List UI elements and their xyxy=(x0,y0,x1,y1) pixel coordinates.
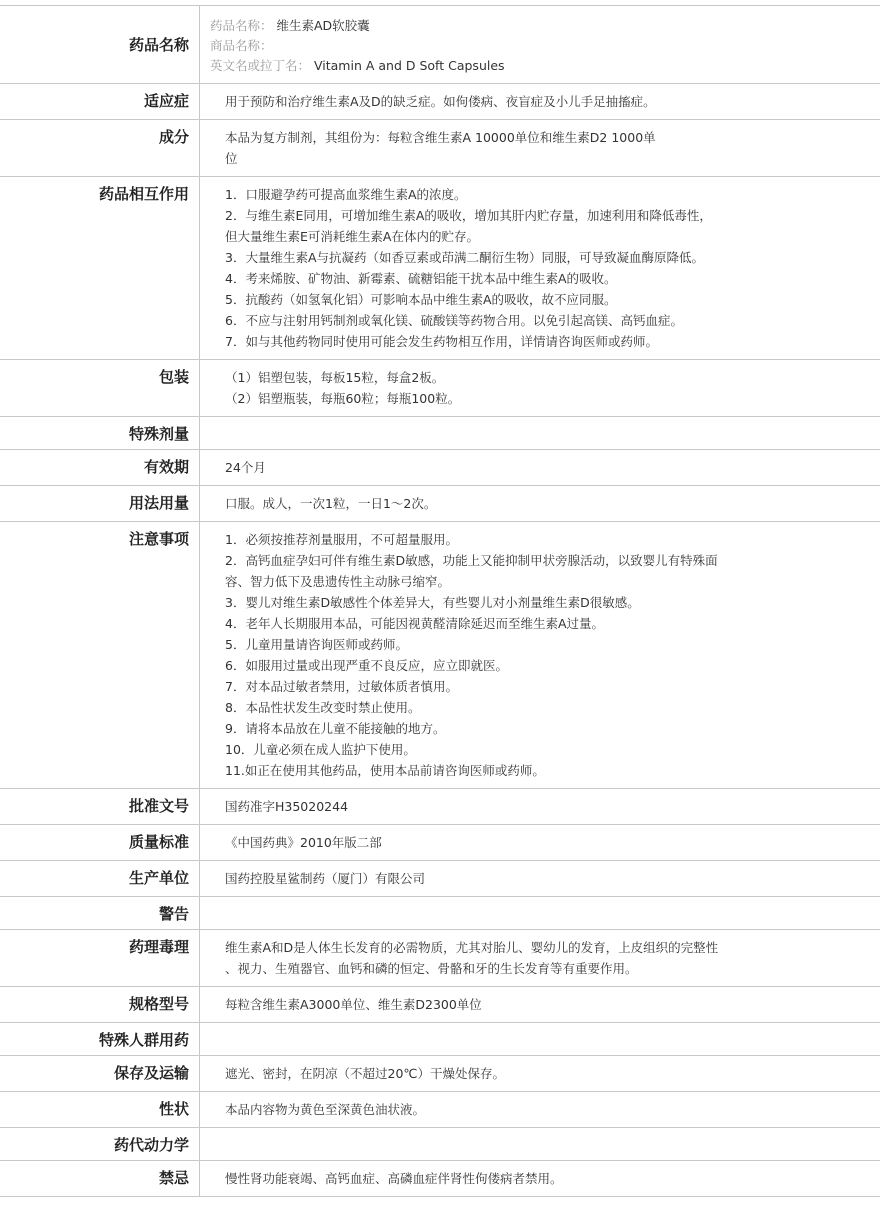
row-value xyxy=(200,1092,880,1127)
row-label: 保存及运输 xyxy=(0,1056,200,1091)
row-value xyxy=(200,360,880,416)
row-value xyxy=(200,1128,880,1160)
row-approval xyxy=(0,789,880,825)
text-line: 1．口服避孕药可提高血浆维生素A的浓度。 xyxy=(225,187,467,202)
row-value xyxy=(200,789,880,824)
row-value xyxy=(200,486,880,521)
generic-name-line xyxy=(210,16,870,36)
row-storage xyxy=(0,1056,880,1092)
text-line: 国药控股星鲨制药（厦门）有限公司 xyxy=(225,871,426,886)
text-line: 位 xyxy=(225,151,238,166)
row-label: 质量标准 xyxy=(0,825,200,860)
row-label: 药代动力学 xyxy=(0,1128,200,1160)
row-manufacturer xyxy=(0,861,880,897)
row-value xyxy=(200,1161,880,1196)
text-line: 本品内容物为黄色至深黄色油状液。 xyxy=(225,1102,426,1117)
row-contraindications xyxy=(0,1161,880,1197)
text-line: 遮光、密封，在阴凉（不超过20℃）干燥处保存。 xyxy=(225,1066,505,1081)
row-label: 药品名称 xyxy=(0,6,200,83)
row-label: 特殊人群用药 xyxy=(0,1023,200,1055)
text-line: 11.如正在使用其他药品，使用本品前请咨询医师或药师。 xyxy=(225,763,545,778)
row-label: 用法用量 xyxy=(0,486,200,521)
row-packaging xyxy=(0,360,880,417)
row-pharmacokinetics xyxy=(0,1128,880,1161)
row-label: 批准文号 xyxy=(0,789,200,824)
row-indications xyxy=(0,84,880,120)
row-warning xyxy=(0,897,880,930)
row-value xyxy=(200,1023,880,1055)
row-label: 特殊剂量 xyxy=(0,417,200,449)
text-line: 维生素A和D是人体生长发育的必需物质，尤其对胎儿、婴幼儿的发育，上皮组织的完整性 xyxy=(225,940,719,955)
generic-name-label: 药品名称： xyxy=(210,18,273,33)
text-line: 用于预防和治疗维生素A及D的缺乏症。如佝偻病、夜盲症及小儿手足抽搐症。 xyxy=(225,94,656,109)
row-usage xyxy=(0,486,880,522)
row-value xyxy=(200,450,880,485)
text-line: 国药准字H35020244 xyxy=(225,799,349,814)
text-line: 5．抗酸药（如氢氧化铝）可影响本品中维生素A的吸收，故不应同服。 xyxy=(225,292,617,307)
row-label: 性状 xyxy=(0,1092,200,1127)
row-ingredients xyxy=(0,120,880,177)
row-label: 警告 xyxy=(0,897,200,929)
row-value xyxy=(200,930,880,986)
trade-name-line xyxy=(210,36,870,56)
row-label: 成分 xyxy=(0,120,200,176)
text-line: 6．不应与注射用钙制剂或氧化镁、硫酸镁等药物合用。以免引起高镁、高钙血症。 xyxy=(225,313,683,328)
text-line: 8．本品性状发生改变时禁止使用。 xyxy=(225,700,421,715)
row-label: 药理毒理 xyxy=(0,930,200,986)
text-line: 慢性肾功能衰竭、高钙血症、高磷血症伴肾性佝偻病者禁用。 xyxy=(225,1171,563,1186)
row-value xyxy=(200,897,880,929)
row-label: 规格型号 xyxy=(0,987,200,1022)
row-appearance xyxy=(0,1092,880,1128)
text-line: 10．儿童必须在成人监护下使用。 xyxy=(225,742,416,757)
text-line: （2）铝塑瓶装，每瓶60粒；每瓶100粒。 xyxy=(225,391,461,406)
row-label: 适应症 xyxy=(0,84,200,119)
text-line: 4．考来烯胺、矿物油、新霉素、硫糖铝能干扰本品中维生素A的吸收。 xyxy=(225,271,617,286)
text-line: 24个月 xyxy=(225,460,266,475)
drug-info-table xyxy=(0,5,880,1197)
row-value xyxy=(200,6,880,83)
text-line: 1．必须按推荐剂量服用，不可超量服用。 xyxy=(225,532,458,547)
text-line: 但大量维生素E可消耗维生素A在体内的贮存。 xyxy=(225,229,479,244)
row-special-dosage xyxy=(0,417,880,450)
row-value xyxy=(200,825,880,860)
trade-name-label: 商品名称： xyxy=(210,38,273,53)
english-name-label: 英文名或拉丁名： xyxy=(210,58,311,73)
row-value xyxy=(200,861,880,896)
row-value xyxy=(200,1056,880,1091)
text-line: 、视力、生殖器官、血钙和磷的恒定、骨骼和牙的生长发育等有重要作用。 xyxy=(225,961,638,976)
generic-name: 维生素AD软胶囊 xyxy=(276,18,370,33)
row-value xyxy=(200,987,880,1022)
text-line: （1）铝塑包装，每板15粒，每盒2板。 xyxy=(225,370,445,385)
row-validity xyxy=(0,450,880,486)
text-line: 口服。成人，一次1粒，一日1～2次。 xyxy=(225,496,437,511)
text-line: 每粒含维生素A3000单位、维生素D2300单位 xyxy=(225,997,482,1012)
text-line: 3．大量维生素A与抗凝药（如香豆素或茚满二酮衍生物）同服，可导致凝血酶原降低。 xyxy=(225,250,705,265)
row-value xyxy=(200,120,880,176)
text-line: 《中国药典》2010年版二部 xyxy=(225,835,382,850)
row-label: 包装 xyxy=(0,360,200,416)
text-line: 2．高钙血症孕妇可伴有维生素D敏感，功能上又能抑制甲状旁腺活动，以致婴儿有特殊面 xyxy=(225,553,718,568)
row-label: 生产单位 xyxy=(0,861,200,896)
row-special-population xyxy=(0,1023,880,1056)
text-line: 容、智力低下及患遗传性主动脉弓缩窄。 xyxy=(225,574,451,589)
row-standard xyxy=(0,825,880,861)
row-label: 药品相互作用 xyxy=(0,177,200,359)
row-label: 禁忌 xyxy=(0,1161,200,1196)
row-label: 注意事项 xyxy=(0,522,200,788)
text-line: 5．儿童用量请咨询医师或药师。 xyxy=(225,637,408,652)
row-value xyxy=(200,177,880,359)
text-line: 7．如与其他药物同时使用可能会发生药物相互作用，详情请咨询医师或药师。 xyxy=(225,334,658,349)
text-line: 4．老年人长期服用本品，可能因视黄醛清除延迟而至维生素A过量。 xyxy=(225,616,605,631)
text-line: 7．对本品过敏者禁用，过敏体质者慎用。 xyxy=(225,679,458,694)
english-name: Vitamin A and D Soft Capsules xyxy=(314,58,505,73)
row-value xyxy=(200,417,880,449)
text-line: 9．请将本品放在儿童不能接触的地方。 xyxy=(225,721,446,736)
row-value xyxy=(200,84,880,119)
text-line: 本品为复方制剂，其组份为：每粒含维生素A 10000单位和维生素D2 1000单 xyxy=(225,130,656,145)
row-pharmacology xyxy=(0,930,880,987)
text-line: 6．如服用过量或出现严重不良反应，应立即就医。 xyxy=(225,658,508,673)
text-line: 2．与维生素E同用，可增加维生素A的吸收，增加其肝内贮存量，加速利用和降低毒性， xyxy=(225,208,712,223)
row-value xyxy=(200,522,880,788)
row-specification xyxy=(0,987,880,1023)
english-name-line xyxy=(210,56,870,76)
row-precautions xyxy=(0,522,880,789)
row-drug-name xyxy=(0,6,880,84)
text-line: 3．婴儿对维生素D敏感性个体差异大，有些婴儿对小剂量维生素D很敏感。 xyxy=(225,595,640,610)
row-label: 有效期 xyxy=(0,450,200,485)
row-interactions xyxy=(0,177,880,360)
